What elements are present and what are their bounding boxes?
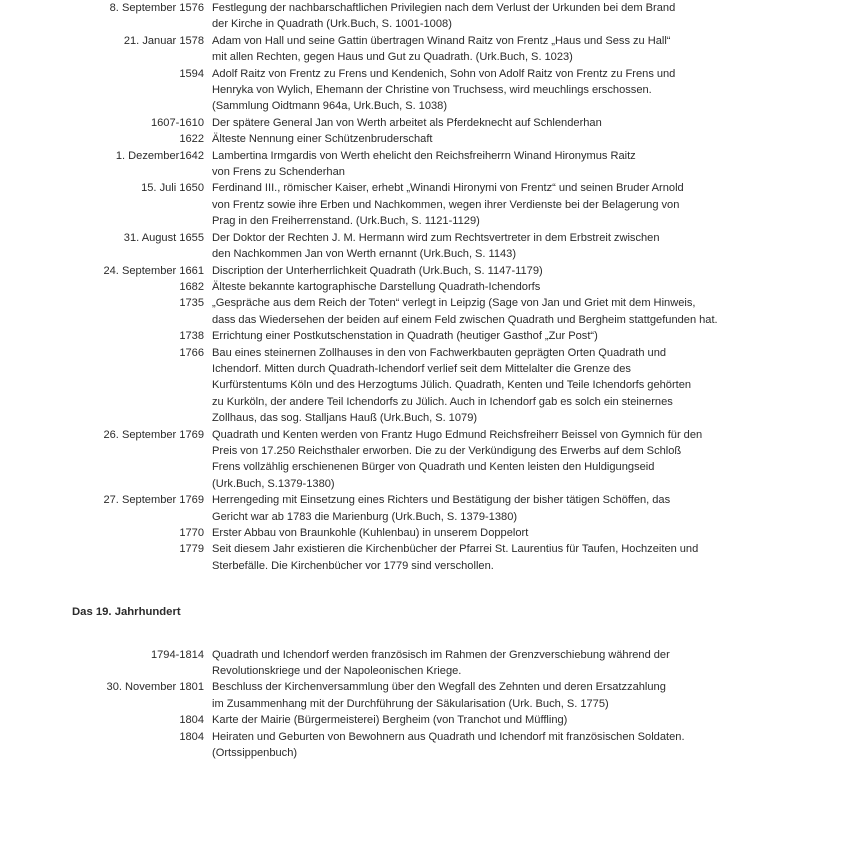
entry-description bbox=[212, 328, 790, 344]
chronicle-entry bbox=[0, 180, 790, 229]
chronicle-entry bbox=[0, 525, 790, 541]
entry-description bbox=[212, 33, 790, 66]
entry-line: Prag in den Freiherrenstand. (Urk.Buch, S. 1121-1129) bbox=[212, 215, 480, 228]
entry-date: 24. September 1661 bbox=[103, 264, 204, 277]
entry-line: Sterbefälle. Die Kirchenbücher vor 1779 sind verschollen. bbox=[212, 559, 494, 572]
chronicle-entry bbox=[0, 230, 790, 263]
entry-line: „Gespräche aus dem Reich der Toten“ verlegt in Leipzig (Sage von Jan und Griet mit dem Hinweis, bbox=[212, 297, 696, 310]
entry-description bbox=[212, 712, 790, 728]
entry-date: 1804 bbox=[179, 714, 204, 727]
entry-description bbox=[212, 295, 790, 328]
entry-line: Gericht war ab 1783 die Marienburg (Urk.Buch, S. 1379-1380) bbox=[212, 510, 518, 523]
entry-description bbox=[212, 131, 790, 147]
chronicle-entry-table bbox=[0, 647, 790, 762]
entry-line: Errichtung einer Postkutschenstation in Quadrath (heutiger Gasthof „Zur Post“) bbox=[212, 330, 598, 343]
chronicle-entry bbox=[0, 427, 790, 493]
entry-description bbox=[212, 230, 790, 263]
chronicle-entry bbox=[0, 263, 790, 279]
entry-line: Kurfürstentums Köln und des Herzogtums Jülich. Quadrath, Kenten und Teile Ichendorfs gehörten bbox=[212, 379, 692, 392]
chronicle-entry bbox=[0, 492, 790, 525]
chronicle-entry bbox=[0, 295, 790, 328]
entry-date: 15. Juli 1650 bbox=[141, 182, 204, 195]
entry-line: von Frentz sowie ihre Erben und Nachkommen, wegen ihrer Verdienste bei der Belagerung von bbox=[212, 198, 680, 211]
entry-description bbox=[212, 427, 790, 493]
entry-description bbox=[212, 148, 790, 181]
entry-date: 1. Dezember1642 bbox=[115, 149, 204, 162]
entry-line: Der Doktor der Rechten J. M. Hermann wird zum Rechtsvertreter in dem Erbstreit zwischen bbox=[212, 231, 660, 244]
entry-date: 31. August 1655 bbox=[123, 231, 204, 244]
chronicle-entry bbox=[0, 328, 790, 344]
section-spacer bbox=[0, 574, 850, 604]
entry-date: 1738 bbox=[179, 330, 204, 343]
entry-line: Bau eines steinernen Zollhauses in den von Fachwerkbauten geprägten Orten Quadrath und bbox=[212, 346, 667, 359]
entry-line: Seit diesem Jahr existieren die Kirchenbücher der Pfarrei St. Laurentius für Taufen, Hochzeiten und bbox=[212, 543, 699, 556]
chronicle-entry bbox=[0, 66, 790, 115]
entry-date: 1804 bbox=[179, 730, 204, 743]
chronicle-entry bbox=[0, 712, 790, 728]
entry-line: Ichendorf. Mitten durch Quadrath-Ichendorf verlief seit dem Mittelalter die Grenze des bbox=[212, 362, 631, 375]
entry-line: Discription der Unterherrlichkeit Quadrath (Urk.Buch, S. 1147-1179) bbox=[212, 264, 543, 277]
entry-date: 27. September 1769 bbox=[103, 494, 204, 507]
entry-line: Lambertina Irmgardis von Werth ehelicht den Reichsfreiherrn Winand Hironymus Raitz bbox=[212, 149, 636, 162]
entry-line: Henryka von Wylich, Ehemann der Christine von Truchsess, wird meuchlings erschossen. bbox=[212, 84, 652, 97]
entry-date: 30. November 1801 bbox=[106, 681, 204, 694]
entry-date: 26. September 1769 bbox=[103, 428, 204, 441]
entry-line: Herrengeding mit Einsetzung eines Richters und Bestätigung der bisher tätigen Schöffen, das bbox=[212, 494, 671, 507]
entry-description bbox=[212, 679, 790, 712]
section-spacer bbox=[0, 621, 850, 647]
entry-line: der Kirche in Quadrath (Urk.Buch, S. 1001-1008) bbox=[212, 18, 452, 31]
entry-date: 1594 bbox=[179, 67, 204, 80]
entry-line: Erster Abbau von Braunkohle (Kuhlenbau) in unserem Doppelort bbox=[212, 527, 529, 539]
entry-line: Adolf Raitz von Frentz zu Frens und Kendenich, Sohn von Adolf Raitz von Frentz zu Frens und bbox=[212, 67, 676, 80]
entry-line: Frens vollzählig erschienenen Bürger von Quadrath und Kenten leisten den Huldigungseid bbox=[212, 461, 655, 474]
entry-line: Beschluss der Kirchenversammlung über den Wegfall des Zehnten und deren Ersatzzahlung bbox=[212, 681, 666, 694]
entry-line: Älteste bekannte kartographische Darstellung Quadrath-Ichendorfs bbox=[212, 280, 541, 293]
chronicle-entry bbox=[0, 148, 790, 181]
entry-description bbox=[212, 66, 790, 115]
entry-line: mit allen Rechten, gegen Haus und Gut zu Quadrath. (Urk.Buch, S. 1023) bbox=[212, 51, 573, 64]
entry-line: den Nachkommen Jan von Werth ernannt (Urk.Buch, S. 1143) bbox=[212, 248, 517, 261]
entry-description bbox=[212, 180, 790, 229]
entry-line: Festlegung der nachbarschaftlichen Privilegien nach dem Verlust der Urkunden bei dem Brand bbox=[212, 2, 676, 14]
entry-line: im Zusammenhang mit der Durchführung der Säkularisation (Urk. Buch, S. 1775) bbox=[212, 697, 609, 710]
entry-line: Älteste Nennung einer Schützenbruderschaft bbox=[212, 133, 433, 146]
entry-description bbox=[212, 729, 790, 762]
entry-line: Adam von Hall und seine Gattin übertragen Winand Raitz von Frentz „Haus und Sess zu Hall“ bbox=[212, 34, 671, 47]
entry-line: dass das Wiedersehen der beiden auf einem Feld zwischen Quadrath und Bergheim stattgefunden hat. bbox=[212, 313, 718, 326]
entry-line: Heiraten und Geburten von Bewohnern aus Quadrath und Ichendorf mit französischen Soldaten. bbox=[212, 730, 685, 743]
chronicle-entry bbox=[0, 647, 790, 680]
entry-date: 1794-1814 bbox=[150, 648, 204, 661]
chronicle-entry bbox=[0, 0, 790, 33]
chronicle-entry bbox=[0, 33, 790, 66]
entry-line: Quadrath und Kenten werden von Frantz Hugo Edmund Reichsfreiherr Beissel von Gymnich für den bbox=[212, 428, 703, 441]
entry-description bbox=[212, 541, 790, 574]
entry-line: Der spätere General Jan von Werth arbeitet als Pferdeknecht auf Schlenderhan bbox=[212, 116, 602, 129]
entry-description bbox=[212, 492, 790, 525]
chronicle-entry bbox=[0, 541, 790, 574]
entry-line: Karte der Mairie (Bürgermeisterei) Bergheim (von Tranchot und Müffling) bbox=[212, 714, 568, 727]
chronicle-entry bbox=[0, 729, 790, 762]
section-heading: Das 19. Jahrhundert bbox=[72, 606, 181, 619]
entry-description bbox=[212, 647, 790, 680]
entry-line: Revolutionskriege und der Napoleonischen Kriege. bbox=[212, 665, 462, 678]
entry-line: zu Kurköln, der andere Teil Ichendorfs zu Jülich. Auch in Ichendorf gab es solch ein steinernes bbox=[212, 395, 673, 408]
entry-line: Quadrath und Ichendorf werden französisch im Rahmen der Grenzverschiebung während der bbox=[212, 648, 670, 661]
entry-date: 1682 bbox=[179, 280, 204, 293]
entry-line: (Urk.Buch, S.1379-1380) bbox=[212, 477, 335, 490]
chronicle-entry bbox=[0, 115, 790, 131]
entry-date: 8. September 1576 bbox=[109, 2, 204, 14]
chronicle-entry bbox=[0, 345, 790, 427]
entry-description bbox=[212, 263, 790, 279]
entry-date: 1779 bbox=[179, 543, 204, 556]
chronicle-entry bbox=[0, 279, 790, 295]
entry-description bbox=[212, 279, 790, 295]
entry-date: 21. Januar 1578 bbox=[123, 34, 204, 47]
entry-line: (Sammlung Oidtmann 964a, Urk.Buch, S. 1038) bbox=[212, 100, 448, 113]
entry-line: Preis von 17.250 Reichsthaler erworben. Die zu der Verkündigung des Erwerbs auf dem Schloß bbox=[212, 444, 682, 457]
entry-line: Ferdinand III., römischer Kaiser, erhebt „Winandi Hironymi von Frentz“ und seinen Bruder Arnold bbox=[212, 182, 684, 195]
entry-description bbox=[212, 345, 790, 427]
entry-line: von Frens zu Schenderhan bbox=[212, 166, 345, 179]
entry-date: 1770 bbox=[179, 527, 204, 539]
entry-description bbox=[212, 525, 790, 541]
chronicle-entry bbox=[0, 679, 790, 712]
entry-line: Zollhaus, das sog. Stalljans Hauß (Urk.Buch, S. 1079) bbox=[212, 412, 478, 425]
entry-date: 1735 bbox=[179, 297, 204, 310]
chronicle-entry bbox=[0, 131, 790, 147]
entry-date: 1622 bbox=[179, 133, 204, 146]
entry-date: 1766 bbox=[179, 346, 204, 359]
entry-line: (Ortssippenbuch) bbox=[212, 747, 298, 760]
entry-description bbox=[212, 0, 790, 33]
entry-description bbox=[212, 115, 790, 131]
entry-date: 1607-1610 bbox=[150, 116, 204, 129]
